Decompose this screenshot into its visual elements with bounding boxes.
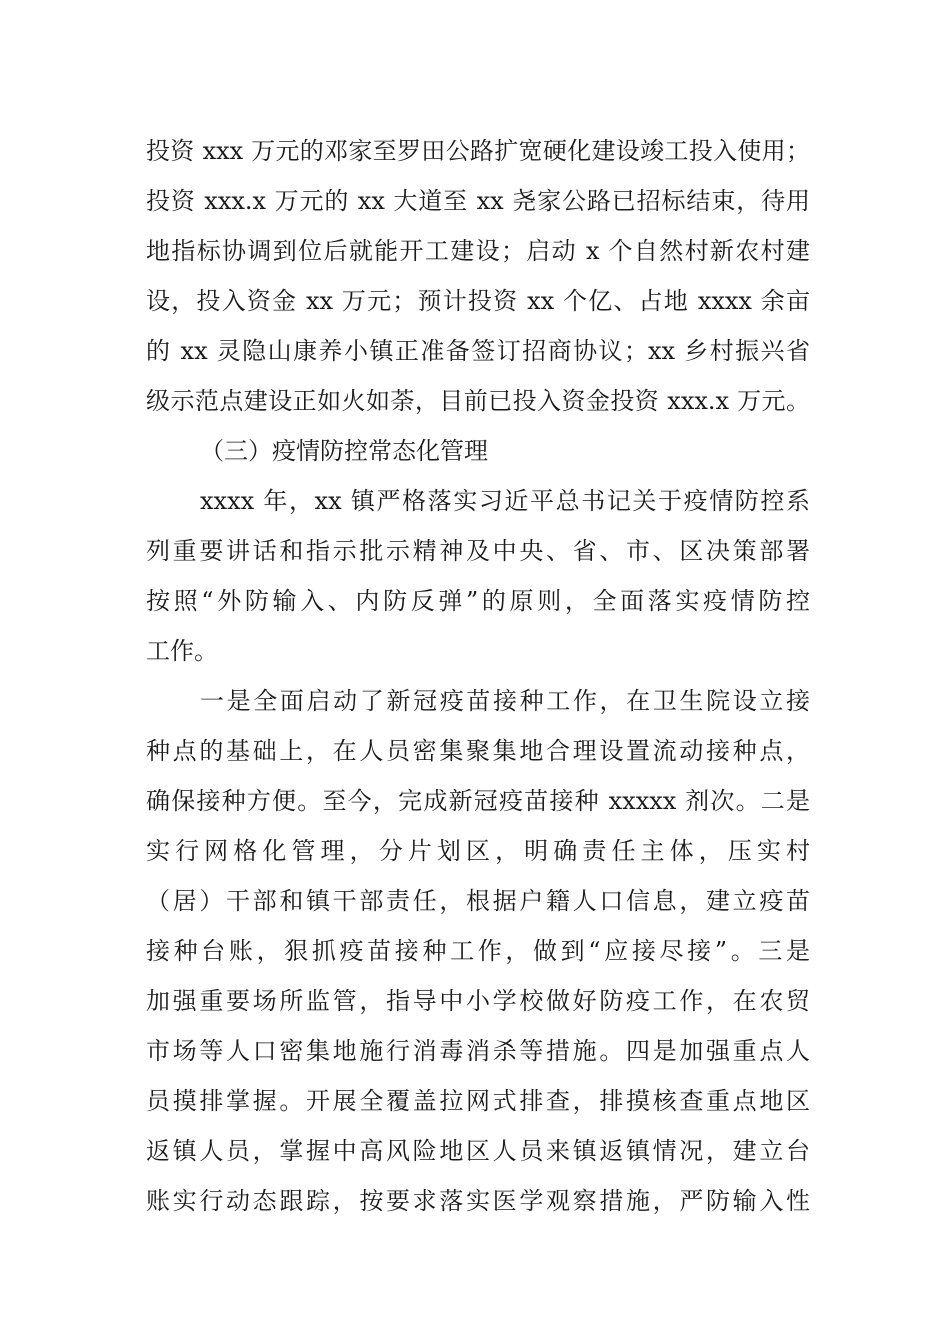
text-line: 实行网格化管理，分片划区，明确责任主体，压实村: [146, 837, 810, 865]
text-line: 地指标协调到位后就能开工建设；启动 x 个自然村新农村建: [146, 237, 810, 265]
section-heading: （三）疫情防控常态化管理: [200, 437, 488, 465]
text-line: 返镇人员，掌握中高风险地区人员来镇返镇情况，建立台: [146, 1137, 810, 1165]
text-line: 确保接种方便。至今，完成新冠疫苗接种 xxxxx 剂次。二是: [146, 787, 810, 815]
text-line: 投资 xxx.x 万元的 xx 大道至 xx 尧家公路已招标结束，待用: [146, 187, 810, 215]
text-line: xxxx 年，xx 镇严格落实习近平总书记关于疫情防控系: [200, 487, 810, 515]
text-line: 加强重要场所监管，指导中小学校做好防疫工作，在农贸: [146, 987, 810, 1015]
text-line: 账实行动态跟踪，按要求落实医学观察措施，严防输入性: [146, 1187, 810, 1215]
text-line: 设，投入资金 xx 万元；预计投资 xx 个亿、占地 xxxx 余亩: [146, 287, 810, 315]
text-line: 投资 xxx 万元的邓家至罗田公路扩宽硬化建设竣工投入使用；: [146, 137, 810, 165]
text-line: （居）干部和镇干部责任，根据户籍人口信息，建立疫苗: [146, 887, 810, 915]
text-line: 列重要讲话和指示批示精神及中央、省、市、区决策部署: [146, 537, 810, 565]
text-line: 工作。: [146, 637, 218, 665]
text-line: 按照“外防输入、内防反弹”的原则，全面落实疫情防控: [146, 587, 810, 615]
text-line: 接种台账，狠抓疫苗接种工作，做到“应接尽接”。三是: [146, 937, 810, 965]
text-line: 市场等人口密集地施行消毒消杀等措施。四是加强重点人: [146, 1037, 810, 1065]
text-line: 的 xx 灵隐山康养小镇正准备签订招商协议；xx 乡村振兴省: [146, 337, 810, 365]
text-line: 员摸排掌握。开展全覆盖拉网式排查，排摸核查重点地区: [146, 1087, 810, 1115]
text-line: 级示范点建设正如火如荼，目前已投入资金投资 xxx.x 万元。: [146, 387, 810, 415]
text-line: 一是全面启动了新冠疫苗接种工作，在卫生院设立接: [200, 687, 810, 715]
text-line: 种点的基础上，在人员密集聚集地合理设置流动接种点，: [146, 737, 810, 765]
